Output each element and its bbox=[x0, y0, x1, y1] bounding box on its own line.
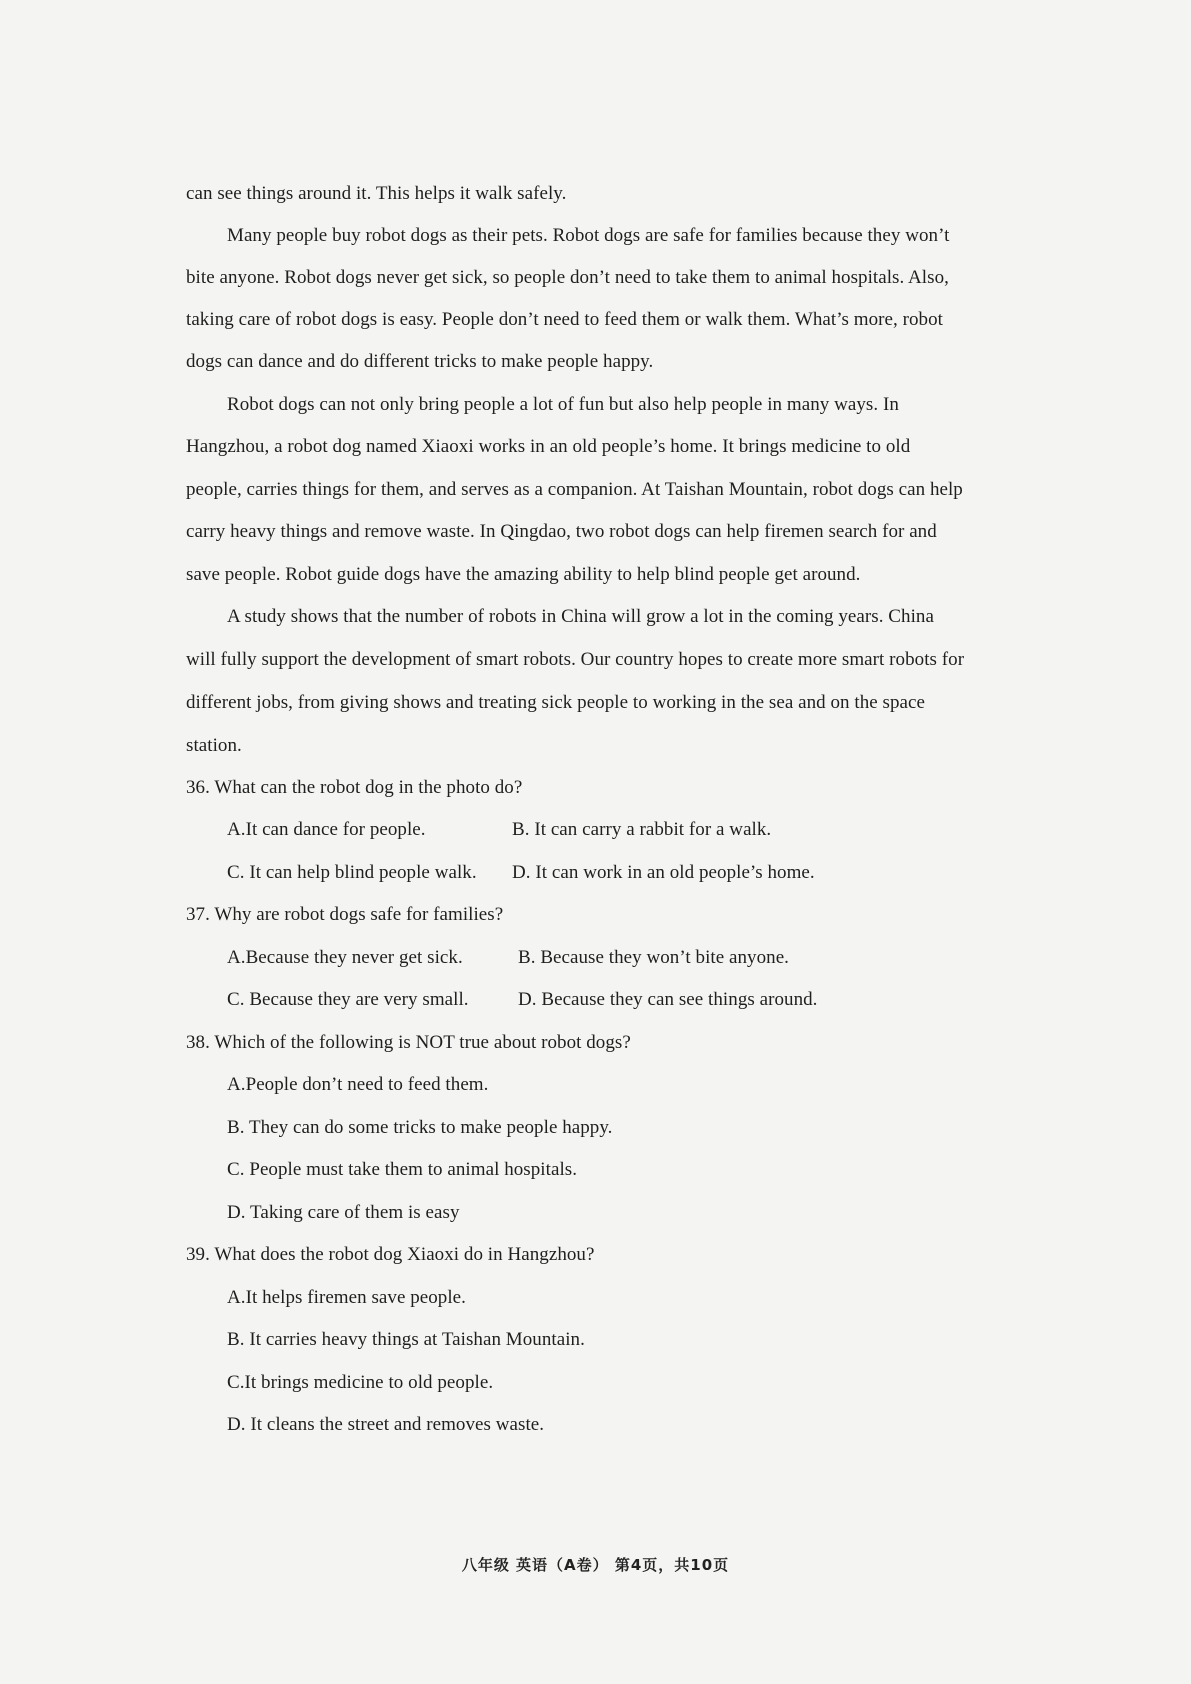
question-stem: 38. Which of the following is NOT true about robot dogs? bbox=[186, 1032, 631, 1053]
passage-line: bite anyone. Robot dogs never get sick, so people don’t need to take them to animal hospitals. Also, bbox=[186, 267, 949, 288]
option-c: C.It brings medicine to old people. bbox=[227, 1372, 494, 1393]
question-stem: 36. What can the robot dog in the photo do? bbox=[186, 777, 523, 798]
passage-line: station. bbox=[186, 735, 242, 756]
passage-line: dogs can dance and do different tricks to make people happy. bbox=[186, 351, 654, 372]
question-stem: 37. Why are robot dogs safe for families? bbox=[186, 904, 504, 925]
passage-line: different jobs, from giving shows and treating sick people to working in the sea and on the space bbox=[186, 692, 925, 713]
option-c: C. It can help blind people walk. bbox=[227, 862, 477, 883]
option-d: D. Taking care of them is easy bbox=[227, 1202, 460, 1223]
passage-line: carry heavy things and remove waste. In Qingdao, two robot dogs can help firemen search for and bbox=[186, 521, 937, 542]
option-c: C. Because they are very small. bbox=[227, 989, 469, 1010]
option-d: D. It cleans the street and removes waste. bbox=[227, 1414, 545, 1435]
passage-line: Hangzhou, a robot dog named Xiaoxi works in an old people’s home. It brings medicine to old bbox=[186, 436, 911, 457]
option-c: C. People must take them to animal hospitals. bbox=[227, 1159, 578, 1180]
option-b: B. It can carry a rabbit for a walk. bbox=[512, 819, 772, 840]
option-a: A.Because they never get sick. bbox=[227, 947, 463, 968]
passage-line: can see things around it. This helps it walk safely. bbox=[186, 183, 567, 204]
option-d: D. It can work in an old people’s home. bbox=[512, 862, 815, 883]
option-a: A.It helps firemen save people. bbox=[227, 1287, 466, 1308]
passage-line: Many people buy robot dogs as their pets. Robot dogs are safe for families because they won’t bbox=[227, 225, 950, 246]
passage-line: taking care of robot dogs is easy. People don’t need to feed them or walk them. What’s more, robot bbox=[186, 309, 943, 330]
passage-line: A study shows that the number of robots in China will grow a lot in the coming years. China bbox=[227, 606, 934, 627]
option-b: B. It carries heavy things at Taishan Mountain. bbox=[227, 1329, 585, 1350]
passage-line: save people. Robot guide dogs have the amazing ability to help blind people get around. bbox=[186, 564, 861, 585]
option-a: A.People don’t need to feed them. bbox=[227, 1074, 489, 1095]
page-footer: 八年级 英语（A卷） 第4页，共10页 bbox=[461, 1556, 730, 1574]
passage-line: Robot dogs can not only bring people a lot of fun but also help people in many ways. In bbox=[227, 394, 899, 415]
passage-line: will fully support the development of smart robots. Our country hopes to create more smart robots for bbox=[186, 649, 965, 670]
question-stem: 39. What does the robot dog Xiaoxi do in Hangzhou? bbox=[186, 1244, 595, 1265]
option-a: A.It can dance for people. bbox=[227, 819, 426, 840]
option-b: B. They can do some tricks to make people happy. bbox=[227, 1117, 613, 1138]
option-d: D. Because they can see things around. bbox=[518, 989, 818, 1010]
passage-line: people, carries things for them, and serves as a companion. At Taishan Mountain, robot dogs can help bbox=[186, 479, 963, 500]
option-b: B. Because they won’t bite anyone. bbox=[518, 947, 789, 968]
